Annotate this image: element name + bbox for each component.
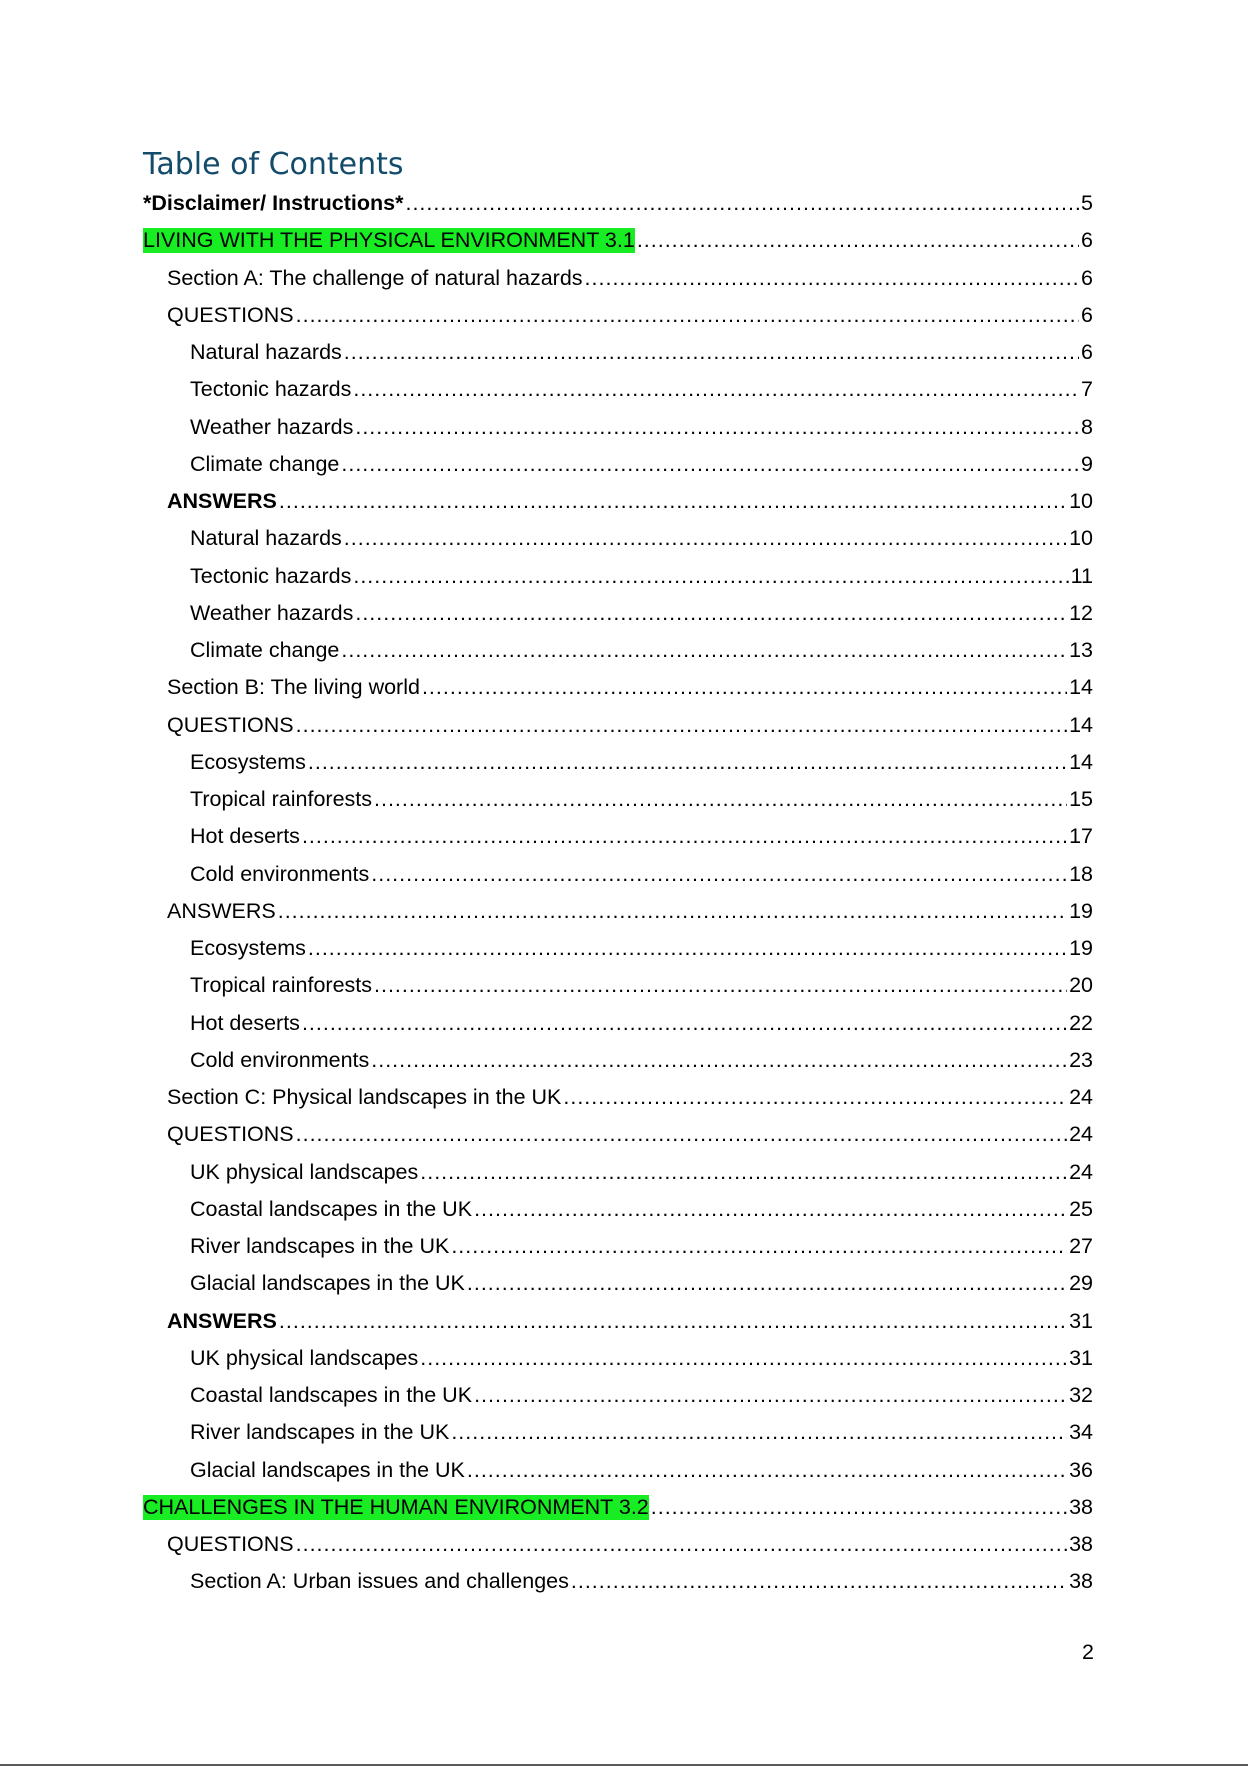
toc-dot-leader	[341, 638, 1067, 663]
toc-dot-leader	[420, 1346, 1067, 1371]
toc-entry-page-number: 14	[1069, 749, 1093, 774]
toc-dot-leader	[637, 228, 1079, 253]
toc-entry[interactable]	[143, 260, 1093, 297]
toc-entry-page-number: 13	[1069, 638, 1093, 663]
toc-dot-leader	[296, 303, 1079, 328]
toc-dot-leader	[474, 1383, 1067, 1408]
toc-entry[interactable]	[143, 185, 1093, 222]
toc-entry[interactable]	[143, 707, 1093, 744]
toc-dot-leader	[341, 452, 1079, 477]
toc-entry-page-number: 5	[1081, 191, 1093, 216]
toc-entry[interactable]	[143, 632, 1093, 669]
toc-entry[interactable]	[143, 856, 1093, 893]
toc-entry-page-number: 14	[1069, 675, 1093, 700]
toc-entry[interactable]	[143, 967, 1093, 1004]
toc-dot-leader	[374, 787, 1067, 812]
toc-entry-page-number: 24	[1069, 1122, 1093, 1147]
toc-entry-label: QUESTIONS	[167, 302, 294, 327]
toc-entry-label: ANSWERS	[167, 489, 277, 514]
toc-entry[interactable]	[143, 1526, 1093, 1563]
toc-entry-page-number: 6	[1081, 302, 1093, 327]
toc-entry-page-number: 23	[1069, 1047, 1093, 1072]
toc-entry-label: Tropical rainforests	[190, 973, 373, 998]
toc-dot-leader	[467, 1458, 1067, 1483]
toc-dot-leader	[371, 1048, 1067, 1073]
toc-entry-page-number: 6	[1081, 340, 1093, 365]
toc-entry[interactable]	[143, 1005, 1093, 1042]
toc-entry-page-number: 19	[1069, 936, 1093, 961]
toc-entry-label: Cold environments	[190, 1047, 370, 1072]
toc-dot-leader	[374, 973, 1067, 998]
toc-entry-page-number: 36	[1069, 1457, 1093, 1482]
toc-entry-page-number: 38	[1069, 1569, 1093, 1594]
toc-entry-page-number: 24	[1069, 1085, 1093, 1110]
toc-entry[interactable]	[143, 818, 1093, 855]
toc-entry-label: ANSWERS	[167, 1308, 277, 1333]
toc-entry-page-number: 38	[1069, 1532, 1093, 1557]
toc-dot-leader	[302, 824, 1067, 849]
toc-dot-leader	[278, 899, 1067, 924]
toc-entry-label: Section B: The living world	[167, 675, 420, 700]
toc-dot-leader	[420, 1160, 1067, 1185]
toc-dot-leader	[405, 191, 1079, 216]
toc-entry-label: LIVING WITH THE PHYSICAL ENVIRONMENT 3.1	[143, 228, 635, 253]
toc-entry-label: UK physical landscapes	[190, 1159, 419, 1184]
toc-dot-leader	[474, 1197, 1067, 1222]
toc-entry[interactable]	[143, 409, 1093, 446]
toc-dot-leader	[279, 489, 1067, 514]
toc-entry[interactable]	[143, 1340, 1093, 1377]
toc-entry[interactable]	[143, 1303, 1093, 1340]
toc-dot-leader	[296, 1122, 1067, 1147]
toc-entry-label: UK physical landscapes	[190, 1345, 419, 1370]
toc-dot-leader	[302, 1011, 1067, 1036]
toc-dot-leader	[563, 1085, 1067, 1110]
toc-entry-page-number: 34	[1069, 1420, 1093, 1445]
toc-dot-leader	[371, 862, 1067, 887]
toc-entry-page-number: 32	[1069, 1383, 1093, 1408]
toc-entry[interactable]	[143, 297, 1093, 334]
toc-entry-page-number: 38	[1069, 1494, 1093, 1519]
toc-entry-label: River landscapes in the UK	[190, 1234, 450, 1259]
toc-entry-page-number: 31	[1069, 1308, 1093, 1333]
toc-entry-label: *Disclaimer/ Instructions*	[143, 191, 404, 216]
toc-dot-leader	[344, 526, 1067, 551]
toc-entry-label: Glacial landscapes in the UK	[190, 1457, 465, 1482]
toc-dot-leader	[355, 601, 1067, 626]
toc-entry[interactable]	[143, 1414, 1093, 1451]
toc-entry-page-number: 18	[1069, 861, 1093, 886]
toc-entry[interactable]	[143, 1042, 1093, 1079]
toc-entry-page-number: 11	[1070, 563, 1093, 588]
toc-entry-page-number: 29	[1069, 1271, 1093, 1296]
toc-entry-page-number: 10	[1069, 489, 1093, 514]
toc-entry[interactable]	[143, 1489, 1093, 1526]
toc-entry-label: Coastal landscapes in the UK	[190, 1383, 473, 1408]
toc-entry[interactable]	[143, 1452, 1093, 1489]
toc-entry[interactable]	[143, 744, 1093, 781]
toc-entry[interactable]	[143, 595, 1093, 632]
toc-entry-label: Natural hazards	[190, 526, 342, 551]
toc-entry-page-number: 24	[1069, 1159, 1093, 1184]
toc-entry-label: River landscapes in the UK	[190, 1420, 450, 1445]
toc-entry-page-number: 27	[1069, 1234, 1093, 1259]
toc-dot-leader	[355, 415, 1079, 440]
page-number: 2	[1082, 1640, 1094, 1664]
toc-entry-page-number: 17	[1069, 824, 1093, 849]
toc-entry-label: ANSWERS	[167, 898, 276, 923]
toc-entry[interactable]	[143, 1079, 1093, 1116]
toc-entry[interactable]	[143, 520, 1093, 557]
toc-entry-label: QUESTIONS	[167, 1122, 294, 1147]
toc-entry[interactable]	[143, 1116, 1093, 1153]
toc-entry-label: Section A: The challenge of natural hazards	[167, 265, 583, 290]
toc-entry-page-number: 31	[1069, 1345, 1093, 1370]
toc-entry-page-number: 25	[1069, 1196, 1093, 1221]
toc-entry[interactable]	[143, 781, 1093, 818]
toc-dot-leader	[585, 266, 1079, 291]
toc-entry-label: QUESTIONS	[167, 1532, 294, 1557]
toc-list	[143, 185, 1093, 1601]
toc-entry[interactable]	[143, 558, 1093, 595]
toc-entry-page-number: 10	[1069, 526, 1093, 551]
toc-dot-leader	[651, 1495, 1067, 1520]
toc-entry[interactable]	[143, 446, 1093, 483]
toc-dot-leader	[422, 675, 1067, 700]
toc-entry[interactable]	[143, 222, 1093, 259]
toc-entry-label: Section C: Physical landscapes in the UK	[167, 1085, 562, 1110]
toc-dot-leader	[571, 1569, 1067, 1594]
toc-entry[interactable]	[143, 371, 1093, 408]
toc-entry-page-number: 6	[1081, 265, 1093, 290]
toc-entry[interactable]	[143, 1228, 1093, 1265]
toc-entry-label: QUESTIONS	[167, 712, 294, 737]
toc-entry-page-number: 22	[1069, 1010, 1093, 1035]
toc-entry-label: Tectonic hazards	[190, 377, 352, 402]
toc-entry-label: Tectonic hazards	[190, 563, 352, 588]
toc-dot-leader	[279, 1309, 1067, 1334]
toc-entry-label: Natural hazards	[190, 340, 342, 365]
toc-entry-label: Weather hazards	[190, 600, 354, 625]
toc-dot-leader	[451, 1420, 1067, 1445]
toc-dot-leader	[308, 750, 1067, 775]
toc-entry-label: Hot deserts	[190, 1010, 300, 1035]
toc-entry-label: Ecosystems	[190, 936, 306, 961]
toc-entry-label: Glacial landscapes in the UK	[190, 1271, 465, 1296]
toc-dot-leader	[353, 564, 1068, 589]
toc-entry[interactable]	[143, 1377, 1093, 1414]
toc-entry-label: Coastal landscapes in the UK	[190, 1196, 473, 1221]
toc-entry-label: Section A: Urban issues and challenges	[190, 1569, 569, 1594]
toc-title: Table of Contents	[143, 147, 404, 182]
toc-entry-page-number: 20	[1069, 973, 1093, 998]
toc-dot-leader	[344, 340, 1079, 365]
toc-entry-page-number: 19	[1069, 898, 1093, 923]
toc-entry-label: Climate change	[190, 638, 340, 663]
toc-dot-leader	[296, 1532, 1067, 1557]
toc-dot-leader	[296, 713, 1067, 738]
toc-entry-label: Tropical rainforests	[190, 787, 373, 812]
toc-entry[interactable]	[143, 930, 1093, 967]
toc-entry-label: Weather hazards	[190, 414, 354, 439]
toc-entry[interactable]	[143, 483, 1093, 520]
toc-entry-label: Cold environments	[190, 861, 370, 886]
toc-entry-page-number: 12	[1069, 600, 1093, 625]
toc-entry-page-number: 15	[1069, 787, 1093, 812]
toc-entry-page-number: 14	[1069, 712, 1093, 737]
toc-entry-label: Ecosystems	[190, 749, 306, 774]
toc-entry[interactable]	[143, 669, 1093, 706]
toc-entry-page-number: 8	[1081, 414, 1093, 439]
toc-entry-label: Climate change	[190, 451, 340, 476]
toc-entry[interactable]	[143, 1154, 1093, 1191]
toc-entry-page-number: 9	[1081, 451, 1093, 476]
toc-entry[interactable]	[143, 1563, 1093, 1600]
toc-entry-label: Hot deserts	[190, 824, 300, 849]
toc-entry-page-number: 6	[1081, 228, 1093, 253]
toc-entry[interactable]	[143, 893, 1093, 930]
toc-dot-leader	[467, 1271, 1067, 1296]
toc-entry[interactable]	[143, 1265, 1093, 1302]
toc-entry-label: CHALLENGES IN THE HUMAN ENVIRONMENT 3.2	[143, 1494, 649, 1519]
toc-entry-page-number: 7	[1081, 377, 1093, 402]
toc-dot-leader	[353, 377, 1079, 402]
toc-entry[interactable]	[143, 1191, 1093, 1228]
toc-dot-leader	[451, 1234, 1067, 1259]
toc-dot-leader	[308, 936, 1067, 961]
toc-entry[interactable]	[143, 334, 1093, 371]
